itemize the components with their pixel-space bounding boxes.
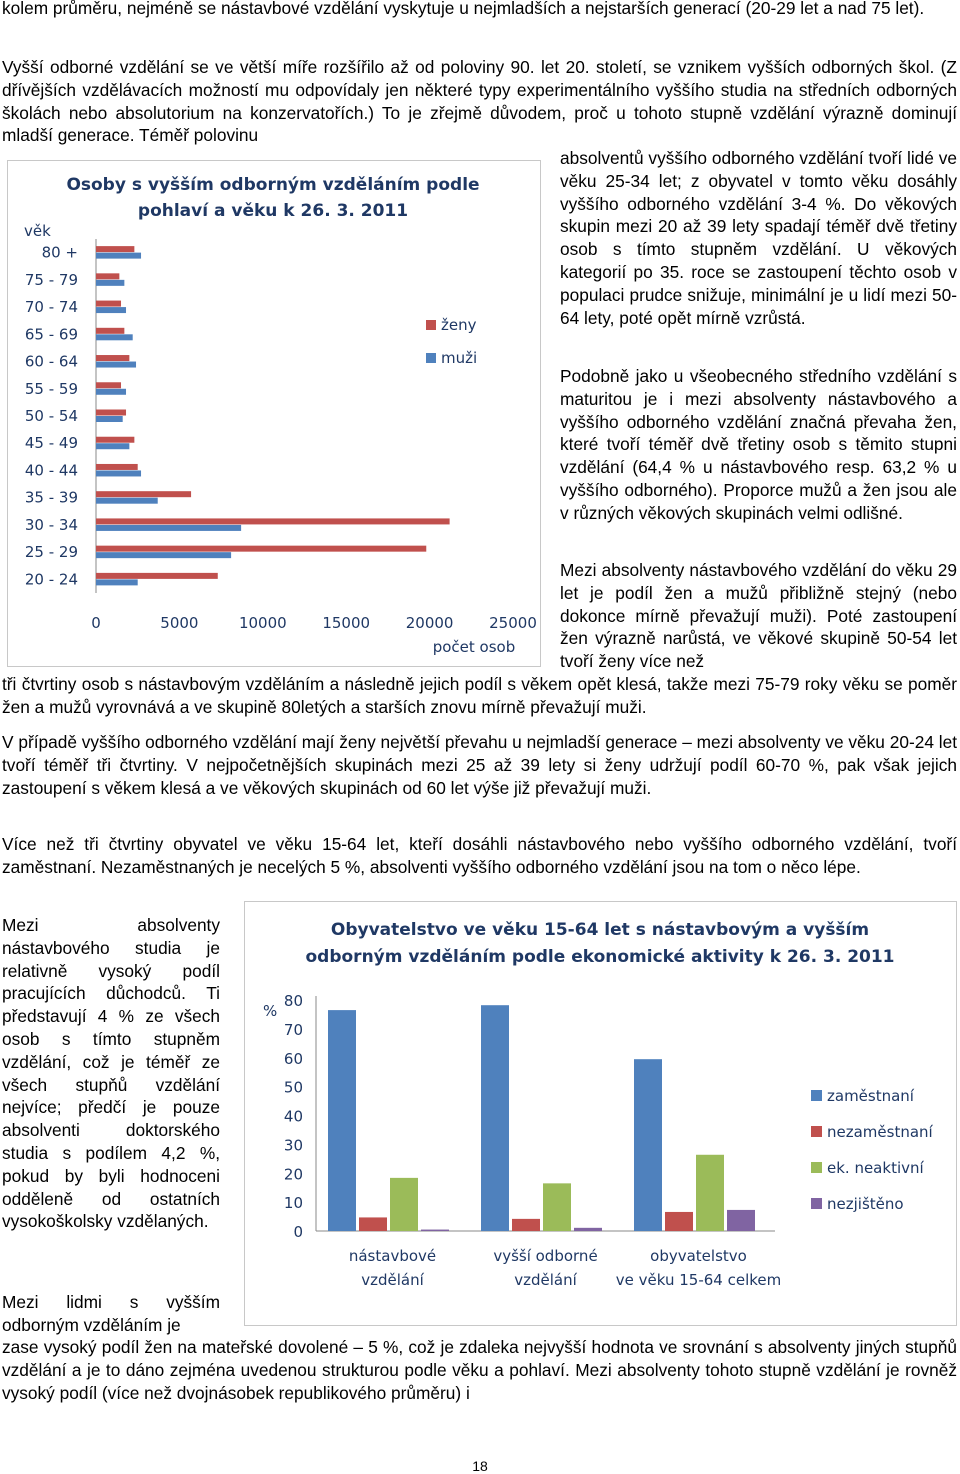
chart1-bar-mu-i-20-24 xyxy=(96,579,138,585)
chart1-legend-swatch-eny xyxy=(426,320,436,330)
chart1-bar-mu-i-35-39 xyxy=(96,498,158,504)
chart1-category-label-75-79: 75 - 79 xyxy=(24,270,78,289)
economic-activity-bar-chart xyxy=(245,902,956,1325)
chart2-category-label-obyvatelstvo-0: obyvatelstvo xyxy=(650,1247,747,1265)
chart1-bar-mu-i-25-29 xyxy=(96,552,231,558)
chart1-x-tick-5000: 5000 xyxy=(160,614,199,632)
chart1-bar-eny-50-54 xyxy=(96,410,126,416)
chart2-bar-nezam-stnan-obyvatelstvo xyxy=(665,1212,693,1231)
chart2-bar-nezji-t-no-vy-odborn xyxy=(574,1228,602,1231)
chart1-bar-eny-30-34 xyxy=(96,518,450,524)
chart1-category-label-30-34: 30 - 34 xyxy=(24,515,78,534)
paragraph-intro-end: kolem průměru, nejméně se nástavbové vzdělání vyskytuje u nejmladších a nejstarších generací (20-29 let a nad 75 let). xyxy=(2,0,925,18)
chart1-legend-label-mu-i: muži xyxy=(441,349,478,367)
chart1-bar-eny-65-69 xyxy=(96,328,124,334)
chart2-bar-ek-neaktivn-vy-odborn xyxy=(543,1183,571,1231)
chart2-bar-zam-stnan-n-stavbov xyxy=(328,1010,356,1231)
paragraph-nastavba-age: Mezi absolventy nástavbového vzdělání do věku 29 let je podíl žen a mužů přibližně stejný (nebo dokonce mírně převažují muži). Poté zastoupení žen výrazně narůstá, ve věkové skupině 50-54 let tvoří ženy více než xyxy=(560,560,957,672)
chart2-category-label-obyvatelstvo-1: ve věku 15-64 celkem xyxy=(615,1271,782,1289)
page-number: 18 xyxy=(472,1458,488,1474)
chart1-bar-eny-55-59 xyxy=(96,382,121,388)
chart1-bar-eny-25-29 xyxy=(96,546,426,552)
chart1-legend-swatch-mu-i xyxy=(426,353,436,363)
chart2-bar-ek-neaktivn-n-stavbov xyxy=(390,1178,418,1231)
chart2-bar-zam-stnan-vy-odborn xyxy=(481,1005,509,1231)
chart2-y-tick-40: 40 xyxy=(283,1107,303,1126)
chart1-bar-eny-80 xyxy=(96,246,134,252)
chart2-legend-swatch-zam-stnan xyxy=(811,1090,822,1101)
chart1-bar-mu-i-75-79 xyxy=(96,280,124,286)
chart2-legend-label-zam-stnan: zaměstnaní xyxy=(827,1087,914,1105)
chart1-title-line1: Osoby s vyšším odborným vzděláním podle xyxy=(66,175,480,195)
chart2-bar-nezam-stnan-vy-odborn xyxy=(512,1219,540,1231)
chart1-bar-eny-45-49 xyxy=(96,437,134,443)
chart2-y-tick-80: 80 xyxy=(283,992,303,1010)
chart-age-gender xyxy=(7,160,541,667)
chart2-legend-swatch-nezji-t-no xyxy=(811,1198,822,1209)
chart1-x-axis-label: počet osob xyxy=(432,638,516,656)
chart1-x-tick-25000: 25000 xyxy=(489,614,537,632)
chart2-y-tick-30: 30 xyxy=(283,1136,303,1155)
chart2-y-axis-label: % xyxy=(263,1002,278,1020)
chart1-category-label-70-74: 70 - 74 xyxy=(24,298,78,317)
chart2-legend-label-nezji-t-no: nezjištěno xyxy=(827,1195,904,1213)
chart1-bar-eny-75-79 xyxy=(96,273,119,279)
paragraph-maternity-start: Mezi lidmi s vyšším odborným vzděláním je xyxy=(2,1292,220,1335)
chart1-category-label-45-49: 45 - 49 xyxy=(24,434,78,453)
chart1-bar-mu-i-40-44 xyxy=(96,470,141,476)
chart1-bar-eny-35-39 xyxy=(96,491,191,497)
chart1-x-tick-10000: 10000 xyxy=(238,614,287,632)
paragraph-gender-share: Podobně jako u všeobecného středního vzdělání s maturitou je i mezi absolventy nástavbového a vyššího odborného vzdělání značná převaha žen, které tvoří téměř dvě třetiny osob s těmito stupni vzdělání (64,4 % u nástavbového resp. 63,2 % u vyššího odborného). Proporce mužů a žen jsou ale v různých věkových skupinách velmi odlišné. xyxy=(560,366,957,523)
chart2-category-label-vy-odborn-1: vzdělání xyxy=(514,1271,577,1289)
chart2-title-line2: odborným vzděláním podle ekonomické aktivity k 26. 3. 2011 xyxy=(305,947,895,967)
chart1-bar-eny-70-74 xyxy=(96,301,121,307)
chart2-legend-swatch-nezam-stnan xyxy=(811,1126,822,1137)
chart2-legend-swatch-ek-neaktivn xyxy=(811,1162,822,1173)
chart2-bar-nezam-stnan-n-stavbov xyxy=(359,1217,387,1231)
chart1-x-tick-0: 0 xyxy=(91,614,101,632)
chart2-y-tick-70: 70 xyxy=(283,1020,303,1039)
age-gender-bar-chart xyxy=(8,161,540,666)
chart1-category-label-80: 80 + xyxy=(41,243,78,262)
chart1-title-line2: pohlaví a věku k 26. 3. 2011 xyxy=(137,201,409,221)
paragraph-nastavba-age-cont: tři čtvrtiny osob s nástavbovým vzděláním a následně jejich podíl s věkem opět klesá, takže mezi 75-79 roky věku se poměr žen a mužů vyrovnává a ve skupině 80letých a starších znovu mírně převažují muži. xyxy=(2,674,957,717)
chart1-bar-eny-60-64 xyxy=(96,355,129,361)
chart2-y-tick-10: 10 xyxy=(283,1194,303,1213)
chart-economic-activity xyxy=(244,901,957,1326)
chart1-bar-mu-i-80 xyxy=(96,253,141,259)
chart2-legend-label-nezam-stnan: nezaměstnaní xyxy=(827,1123,933,1141)
chart2-y-tick-20: 20 xyxy=(283,1165,303,1184)
chart1-bar-mu-i-30-34 xyxy=(96,525,241,531)
chart1-x-tick-20000: 20000 xyxy=(405,614,454,632)
chart2-bar-zam-stnan-obyvatelstvo xyxy=(634,1059,662,1231)
chart1-bar-mu-i-65-69 xyxy=(96,334,133,340)
paragraph-vos-history: Vyšší odborné vzdělání se ve větší míře rozšířilo až od poloviny 90. let 20. století, se vznikem vyšších odborných škol. (Z dřívějších vzdělávacích možností mu odpovídaly jen některé typy experimentálního vyššího studia na středních odborných školách nebo absolutorium na konzervatořích.) To je zřejmě důvodem, proč u tohoto stupně vzdělání výrazně dominují mladší generace. Téměř polovinu xyxy=(2,57,957,146)
chart2-y-tick-50: 50 xyxy=(283,1078,303,1097)
chart2-legend-label-ek-neaktivn: ek. neaktivní xyxy=(827,1159,924,1177)
chart1-bar-mu-i-70-74 xyxy=(96,307,126,313)
chart1-legend-label-eny: ženy xyxy=(441,316,477,334)
chart2-bar-nezji-t-no-n-stavbov xyxy=(421,1230,449,1231)
chart2-category-label-n-stavbov-1: vzdělání xyxy=(361,1271,424,1289)
chart2-y-tick-60: 60 xyxy=(283,1049,303,1068)
paragraph-retirees: Mezi absolventy nástavbového studia je relativně vysoký podíl pracujících důchodců. Ti představují 4 % ze všech osob s tímto stupněm vzdělání, což je téměř ze všech stupňů vzdělání nejvíce; předčí je pouze absolventi doktorského studia s podílem 4,2 %, pokud by byli hodnoceni odděleně od ostatních vysokoškolsky vzdělaných. xyxy=(2,915,220,1232)
chart1-category-label-20-24: 20 - 24 xyxy=(24,570,78,589)
chart1-category-label-35-39: 35 - 39 xyxy=(24,488,78,507)
chart1-bar-mu-i-45-49 xyxy=(96,443,129,449)
chart2-bar-nezji-t-no-obyvatelstvo xyxy=(727,1210,755,1231)
chart2-category-label-n-stavbov-0: nástavbové xyxy=(348,1247,437,1265)
chart1-category-label-60-64: 60 - 64 xyxy=(24,352,78,371)
chart1-bar-mu-i-50-54 xyxy=(96,416,123,422)
chart1-x-tick-15000: 15000 xyxy=(322,614,371,632)
paragraph-economic-activity: Více než tři čtvrtiny obyvatel ve věku 15-64 let, kteří dosáhli nástavbového nebo vyššího odborného vzdělání, tvoří zaměstnaní. Nezaměstnaných je necelých 5 %, absolventi vyššího odborného vzdělání jsou na tom o něco lépe. xyxy=(2,834,957,877)
chart1-bar-mu-i-60-64 xyxy=(96,362,136,368)
chart1-bar-eny-40-44 xyxy=(96,464,138,470)
chart1-bar-eny-20-24 xyxy=(96,573,218,579)
chart1-category-label-25-29: 25 - 29 xyxy=(24,543,78,562)
chart2-bar-ek-neaktivn-obyvatelstvo xyxy=(696,1155,724,1231)
chart1-category-label-55-59: 55 - 59 xyxy=(24,379,78,398)
paragraph-vos-age: absolventů vyššího odborného vzdělání tvoří lidé ve věku 25-34 let; z obyvatel v tomto věku dosáhly vyššího odborného vzdělání 3-4 %. Do věkových skupin mezi 20 až 39 lety spadají téměř dvě třetiny osob s tímto stupněm vzdělání. U věkových kategorií po 35. roce se zastoupení těchto osob v populaci prudce snižuje, minimální je u lidí mezi 50-64 lety, poté opět mírně vzrůstá. xyxy=(560,148,957,328)
chart2-y-tick-0: 0 xyxy=(293,1223,303,1241)
paragraph-maternity-cont: zase vysoký podíl žen na mateřské dovolené – 5 %, což je zdaleka nejvyšší hodnota ve srovnání s absolventy jiných stupňů vzdělání a je to dáno zejména uvedenou strukturou podle věku a pohlaví. Mezi absolventy tohoto stupně vzdělání je rovněž vysoký podíl (více než dvojnásobek republikového průměru) i xyxy=(2,1337,957,1403)
chart1-bar-mu-i-55-59 xyxy=(96,389,126,395)
chart2-title-line1: Obyvatelstvo ve věku 15-64 let s nástavbovým a vyšším xyxy=(330,920,870,940)
chart1-y-axis-label: věk xyxy=(24,222,51,240)
paragraph-vos-women: V případě vyššího odborného vzdělání mají ženy největší převahu u nejmladší generace – mezi absolventy ve věku 20-24 let tvoří téměř tři čtvrtiny. V nejpočetnějších skupinách mezi 25 až 39 lety si ženy udržují podíl 60-70 %, pak však jejich zastoupení s věkem klesá a ve věkových skupinách od 60 let výše již převažují muži. xyxy=(2,732,957,798)
chart1-category-label-40-44: 40 - 44 xyxy=(24,461,78,480)
chart1-category-label-50-54: 50 - 54 xyxy=(24,407,78,425)
chart1-category-label-65-69: 65 - 69 xyxy=(24,325,78,344)
chart2-category-label-vy-odborn-0: vyšší odborné xyxy=(493,1247,598,1265)
